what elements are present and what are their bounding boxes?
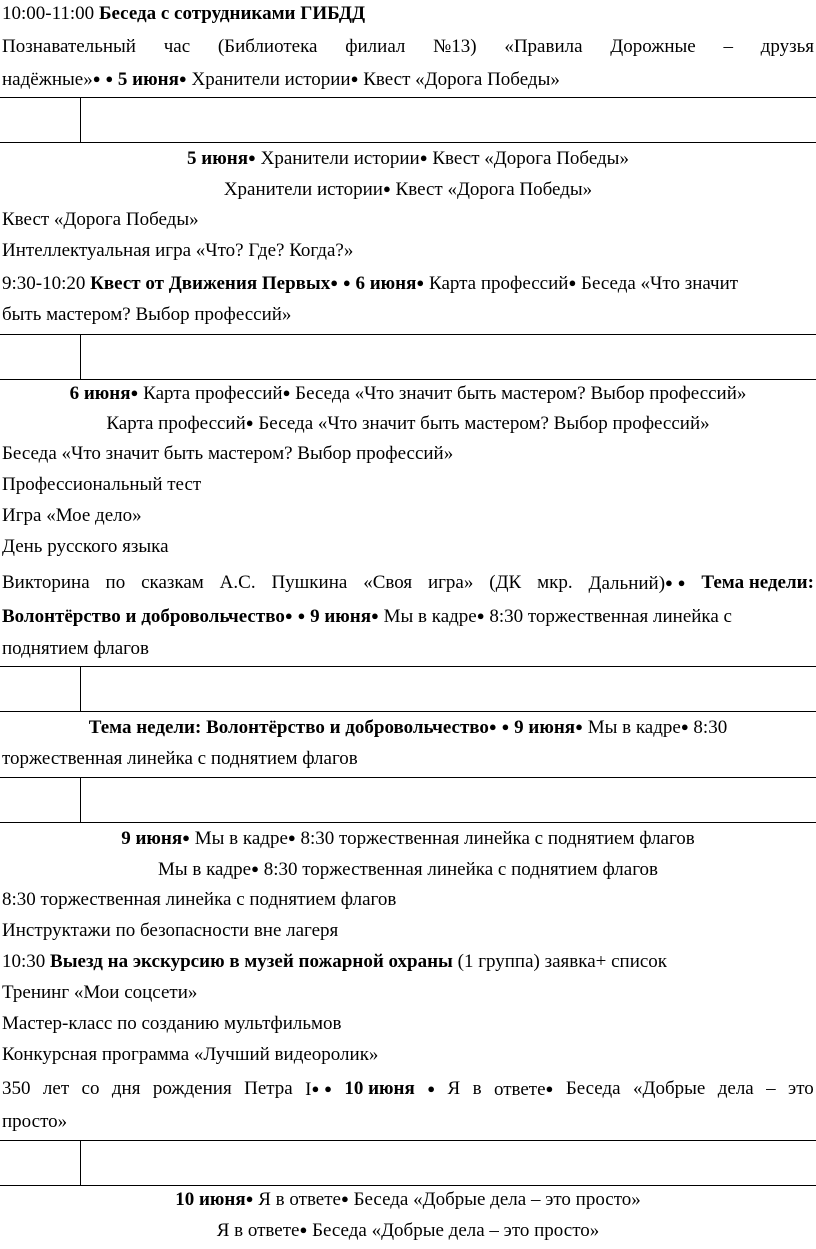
- schedule-line: Конкурсная программа «Лучший видеоролик»: [2, 1044, 379, 1065]
- schedule-line: просто»: [2, 1111, 68, 1132]
- table-separator: [0, 334, 816, 380]
- table-separator: [0, 777, 816, 823]
- table-separator: [0, 666, 816, 712]
- schedule-line: Викторина по сказкам А.С. Пушкина «Своя игра» (ДК мкр. Дальний)● ● Тема недели:: [2, 572, 814, 594]
- schedule-line: 10 июня● Я в ответе● Беседа «Добрые дела – это просто»: [175, 1189, 641, 1210]
- schedule-line: Мы в кадре● 8:30 торжественная линейка с поднятием флагов: [157, 859, 658, 880]
- schedule-line: Познавательный час (Библиотека филиал №13) «Правила Дорожные – друзья: [2, 36, 814, 57]
- schedule-line: Профессиональный тест: [2, 474, 202, 495]
- schedule-line: 9:30-10:20 Квест от Движения Первых● ● 6 июня● Карта профессий● Беседа «Что значит: [2, 273, 739, 294]
- schedule-line: 8:30 торжественная линейка с поднятием флагов: [2, 889, 397, 910]
- schedule-line: Мастер-класс по созданию мультфильмов: [2, 1013, 342, 1034]
- schedule-line: 10:30 Выезд на экскурсию в музей пожарной охраны (1 группа) заявка+ список: [2, 951, 668, 972]
- schedule-line: 350 лет со дня рождения Петра I● ● 10 июня ● Я в ответе● Беседа «Добрые дела – это: [2, 1078, 814, 1100]
- schedule-line: Квест «Дорога Победы»: [2, 209, 199, 230]
- schedule-line: 6 июня● Карта профессий● Беседа «Что значит быть мастером? Выбор профессий»: [69, 383, 747, 404]
- schedule-line: Инструктажи по безопасности вне лагеря: [2, 920, 339, 941]
- schedule-line: 10:00-11:00 Беседа с сотрудниками ГИБДД: [2, 3, 366, 24]
- schedule-line: Волонтёрство и добровольчество● ● 9 июня● Мы в кадре● 8:30 торжественная линейка с: [2, 606, 732, 627]
- schedule-line: Игра «Мое дело»: [2, 505, 142, 526]
- schedule-line: День русского языка: [2, 536, 169, 557]
- schedule-line: торжественная линейка с поднятием флагов: [2, 748, 358, 769]
- schedule-line: Тренинг «Мои соцсети»: [2, 982, 198, 1003]
- schedule-line: быть мастером? Выбор профессий»: [2, 304, 292, 325]
- schedule-line: Хранители истории● Квест «Дорога Победы»: [223, 179, 593, 200]
- schedule-line: поднятием флагов: [2, 638, 149, 659]
- schedule-line: Я в ответе● Беседа «Добрые дела – это просто»: [216, 1220, 600, 1241]
- schedule-line: 5 июня● Хранители истории● Квест «Дорога Победы»: [187, 148, 629, 169]
- schedule-line: Беседа «Что значит быть мастером? Выбор профессий»: [2, 443, 454, 464]
- schedule-line: Интеллектуальная игра «Что? Где? Когда?»: [2, 240, 354, 261]
- schedule-line: надёжные»● ● 5 июня● Хранители истории● Квест «Дорога Победы»: [2, 69, 560, 90]
- schedule-line: Тема недели: Волонтёрство и добровольчество● ● 9 июня● Мы в кадре● 8:30: [88, 717, 728, 738]
- schedule-line: 9 июня● Мы в кадре● 8:30 торжественная линейка с поднятием флагов: [121, 828, 695, 849]
- table-separator: [0, 1140, 816, 1186]
- schedule-line: Карта профессий● Беседа «Что значит быть мастером? Выбор профессий»: [106, 413, 710, 434]
- table-separator: [0, 97, 816, 143]
